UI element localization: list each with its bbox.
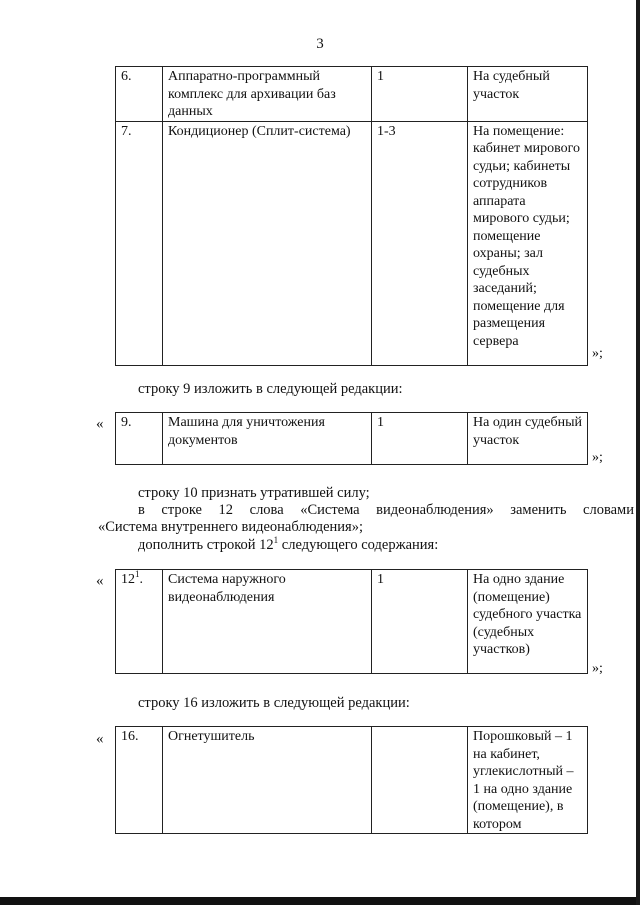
row-number [116,570,163,674]
table-row [116,413,588,465]
row-item-name: Машина для уничтожения документов [163,413,372,465]
row-item-name: Кондиционер (Сплит-система) [163,121,372,365]
row-quantity: 1 [372,67,468,122]
table-row-12-1 [115,569,588,674]
paragraph-row-10: строку 10 признать утратившей силу; [138,485,370,501]
row-quantity: 1 [372,413,468,465]
row-number: 16. [116,727,163,834]
table-row [116,67,588,122]
table-row-16 [115,726,588,834]
row-item-name: Аппаратно-программный комплекс для архивации баз данных [163,67,372,122]
opening-quote: « [96,731,104,747]
table-row [116,121,588,365]
row-quantity [372,727,468,834]
scan-bottom-edge [0,897,640,905]
row-item-name: Система наружного видеонаблюдения [163,570,372,674]
row-note: На одно здание (помещение) судебного участка (судебных участков) [468,570,588,674]
superscript: 1 [273,535,279,545]
table-row [116,570,588,674]
closing-quote: »; [592,661,603,676]
row-note: На судебный участок [468,67,588,122]
page-number: 3 [316,36,324,52]
paragraph-add-row-text: дополнить строкой 12 [138,537,274,553]
closing-quote: »; [592,450,603,465]
row-number: 9. [116,413,163,465]
table-rows-6-7 [115,66,588,366]
row-number-base: 12 [121,572,135,587]
row-number: 6. [116,67,163,122]
paragraph-row-12-line2: «Система внутреннего видеонаблюдения»; [98,519,363,535]
closing-quote: »; [592,346,603,361]
paragraph-add-row [138,536,438,554]
table-row-9 [115,412,588,465]
paragraph-row-12-line1: в строке 12 слова «Система видеонаблюдения» заменить словами [138,502,634,518]
opening-quote: « [96,416,104,432]
row-item-name: Огнетушитель [163,727,372,834]
row-number-suffix: . [139,572,143,587]
paragraph-row-16: строку 16 изложить в следующей редакции: [138,695,410,711]
row-quantity: 1 [372,570,468,674]
scan-right-edge [636,0,640,905]
row-number-superscript: 1 [135,569,140,579]
row-note: На один судебный участок [468,413,588,465]
opening-quote: « [96,573,104,589]
row-note: Порошковый – 1 на кабинет, углекислотный – 1 на одно здание (помещение), в котором [468,727,588,834]
paragraph-row-9: строку 9 изложить в следующей редакции: [138,381,403,397]
table-row [116,727,588,834]
paragraph-add-row-tail: следующего содержания: [278,537,439,553]
row-note: На помещение: кабинет мирового судьи; кабинеты сотрудников аппарата мирового судьи; помещение охраны; зал судебных заседаний; помещение для размещения сервера [468,121,588,365]
row-quantity: 1-3 [372,121,468,365]
row-number: 7. [116,121,163,365]
